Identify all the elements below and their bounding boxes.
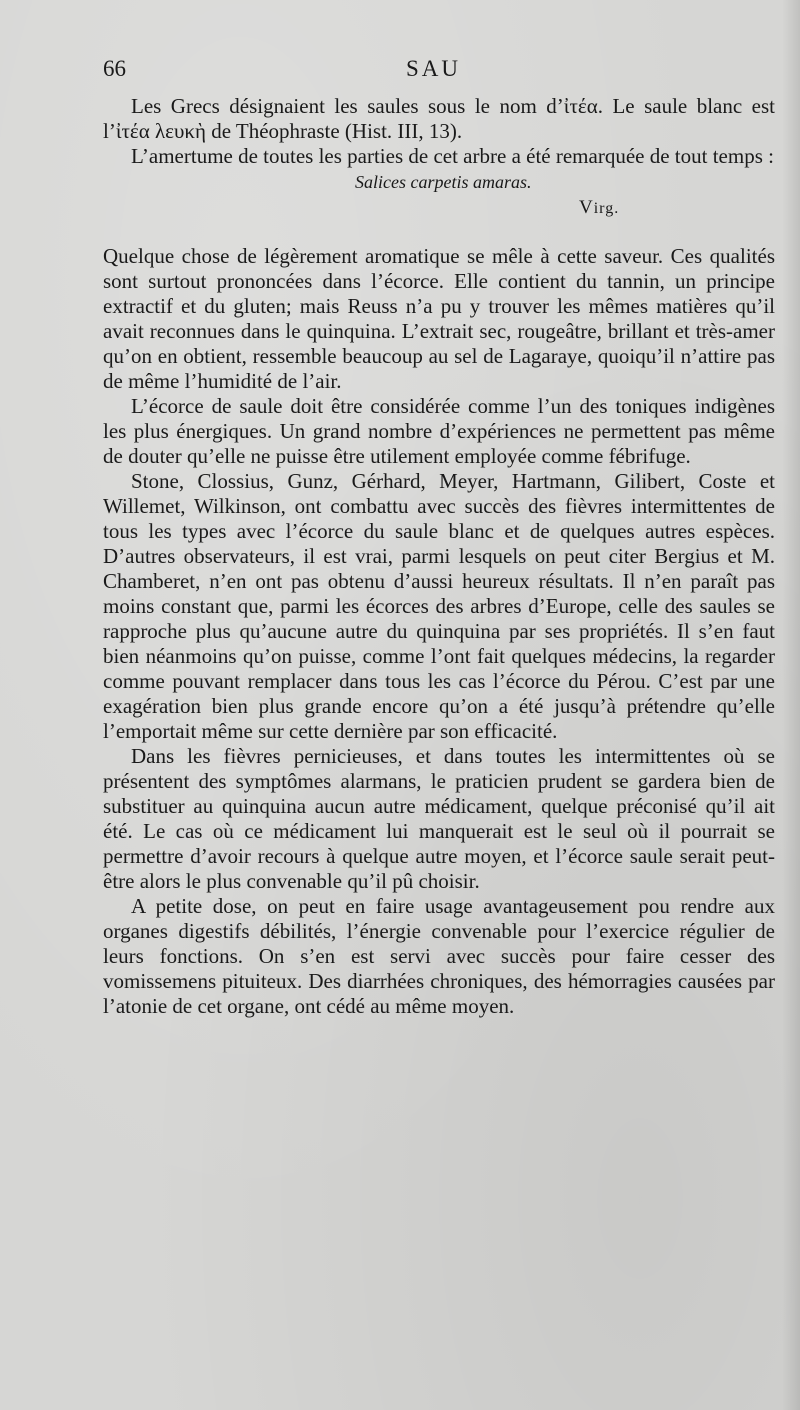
running-head: SAU — [406, 56, 462, 81]
paragraph-composition: Quelque chose de légèrement aromatique se mêle à cette saveur. Ces qualités sont surtout prononcées dans l’écorce. Elle contient du tannin, un principe extractif et du gluten; mais Reuss n’a pu y trouver les mêmes matières qu’il avait reconnues dans le quinquina. L’extrait sec, rougeâtre, brillant et très-amer qu’on en obtient, ressemble beaucoup au sel de Lagaraye, quoiqu’il n’attire pas de même l’humidité de l’air. — [103, 244, 775, 393]
paragraph-fevers: Stone, Clossius, Gunz, Gérhard, Meyer, Hartmann, Gilibert, Coste et Willemet, Wilkinson, ont combattu avec succès des fièvres intermittentes de tous les types avec l’écorce du saule blanc et de quelques autres espèces. D’autres observateurs, il est vrai, parmi lesquels on peut citer Bergius et M. Chamberet, n’en ont pas obtenu d’aussi heureux résultats. Il n’en paraît pas moins constant que, parmi les écorces des arbres d’Europe, celle des saules se rapproche plus qu’aucune autre du quinquina par ses propriétés. Il s’en faut bien néanmoins qu’on puisse, comme l’ont fait quelques médecins, la regarder comme pouvant remplacer dans tous les cas l’écorce du Pérou. C’est par une exagération bien plus grande encore qu’on a été jusqu’à prétendre qu’elle l’emportait même sur cette dernière par son efficacité. — [103, 469, 775, 743]
paragraph-tonic: L’écorce de saule doit être considérée comme l’un des toniques indigènes les plus énergiques. Un grand nombre d’expériences ne permettent pas même de douter qu’elle ne puisse être utilement employée comme fébrifuge. — [103, 394, 775, 468]
paragraph-small-dose: A petite dose, on peut en faire usage avantageusement pou rendre aux organes digestifs débilités, l’énergie convenable pour l’exercice régulier de leurs fonctions. On s’en est servi avec succès pour faire cesser des vomissemens pituiteux. Des diarrhées chroniques, des hémorragies causées par l’atonie de cet organe, ont cédé au même moyen. — [103, 894, 775, 1018]
paragraph-bitterness: L’amertume de toutes les parties de cet arbre a été remarquée de tout temps : — [131, 144, 774, 168]
page-header — [103, 56, 775, 90]
body-text — [103, 94, 775, 1019]
quote-attribution: Virg. — [579, 197, 620, 218]
latin-quote: Salices carpetis amaras. — [355, 172, 532, 192]
page-edge-shadow — [782, 0, 800, 1410]
paragraph-pernicious: Dans les fièvres pernicieuses, et dans toutes les intermittentes où se présentent des symptômes alarmans, le praticien prudent se gardera bien de substituer au quinquina aucun autre médicament, quelque préconisé qu’il ait été. Le cas où ce médicament lui manquerait est le seul où il pourrait se permettre d’avoir recours à quelque autre moyen, et l’écorce saule serait peut-être alors le plus convenable qu’il pû choisir. — [103, 744, 775, 893]
section-spacer — [103, 222, 775, 244]
paragraph-greek-names: Les Grecs désignaient les saules sous le nom d’ἰτέα. Le saule blanc est l’ἰτέα λευκὴ de Théophraste (Hist. III, 13). — [103, 94, 775, 143]
page-number: 66 — [103, 56, 126, 81]
